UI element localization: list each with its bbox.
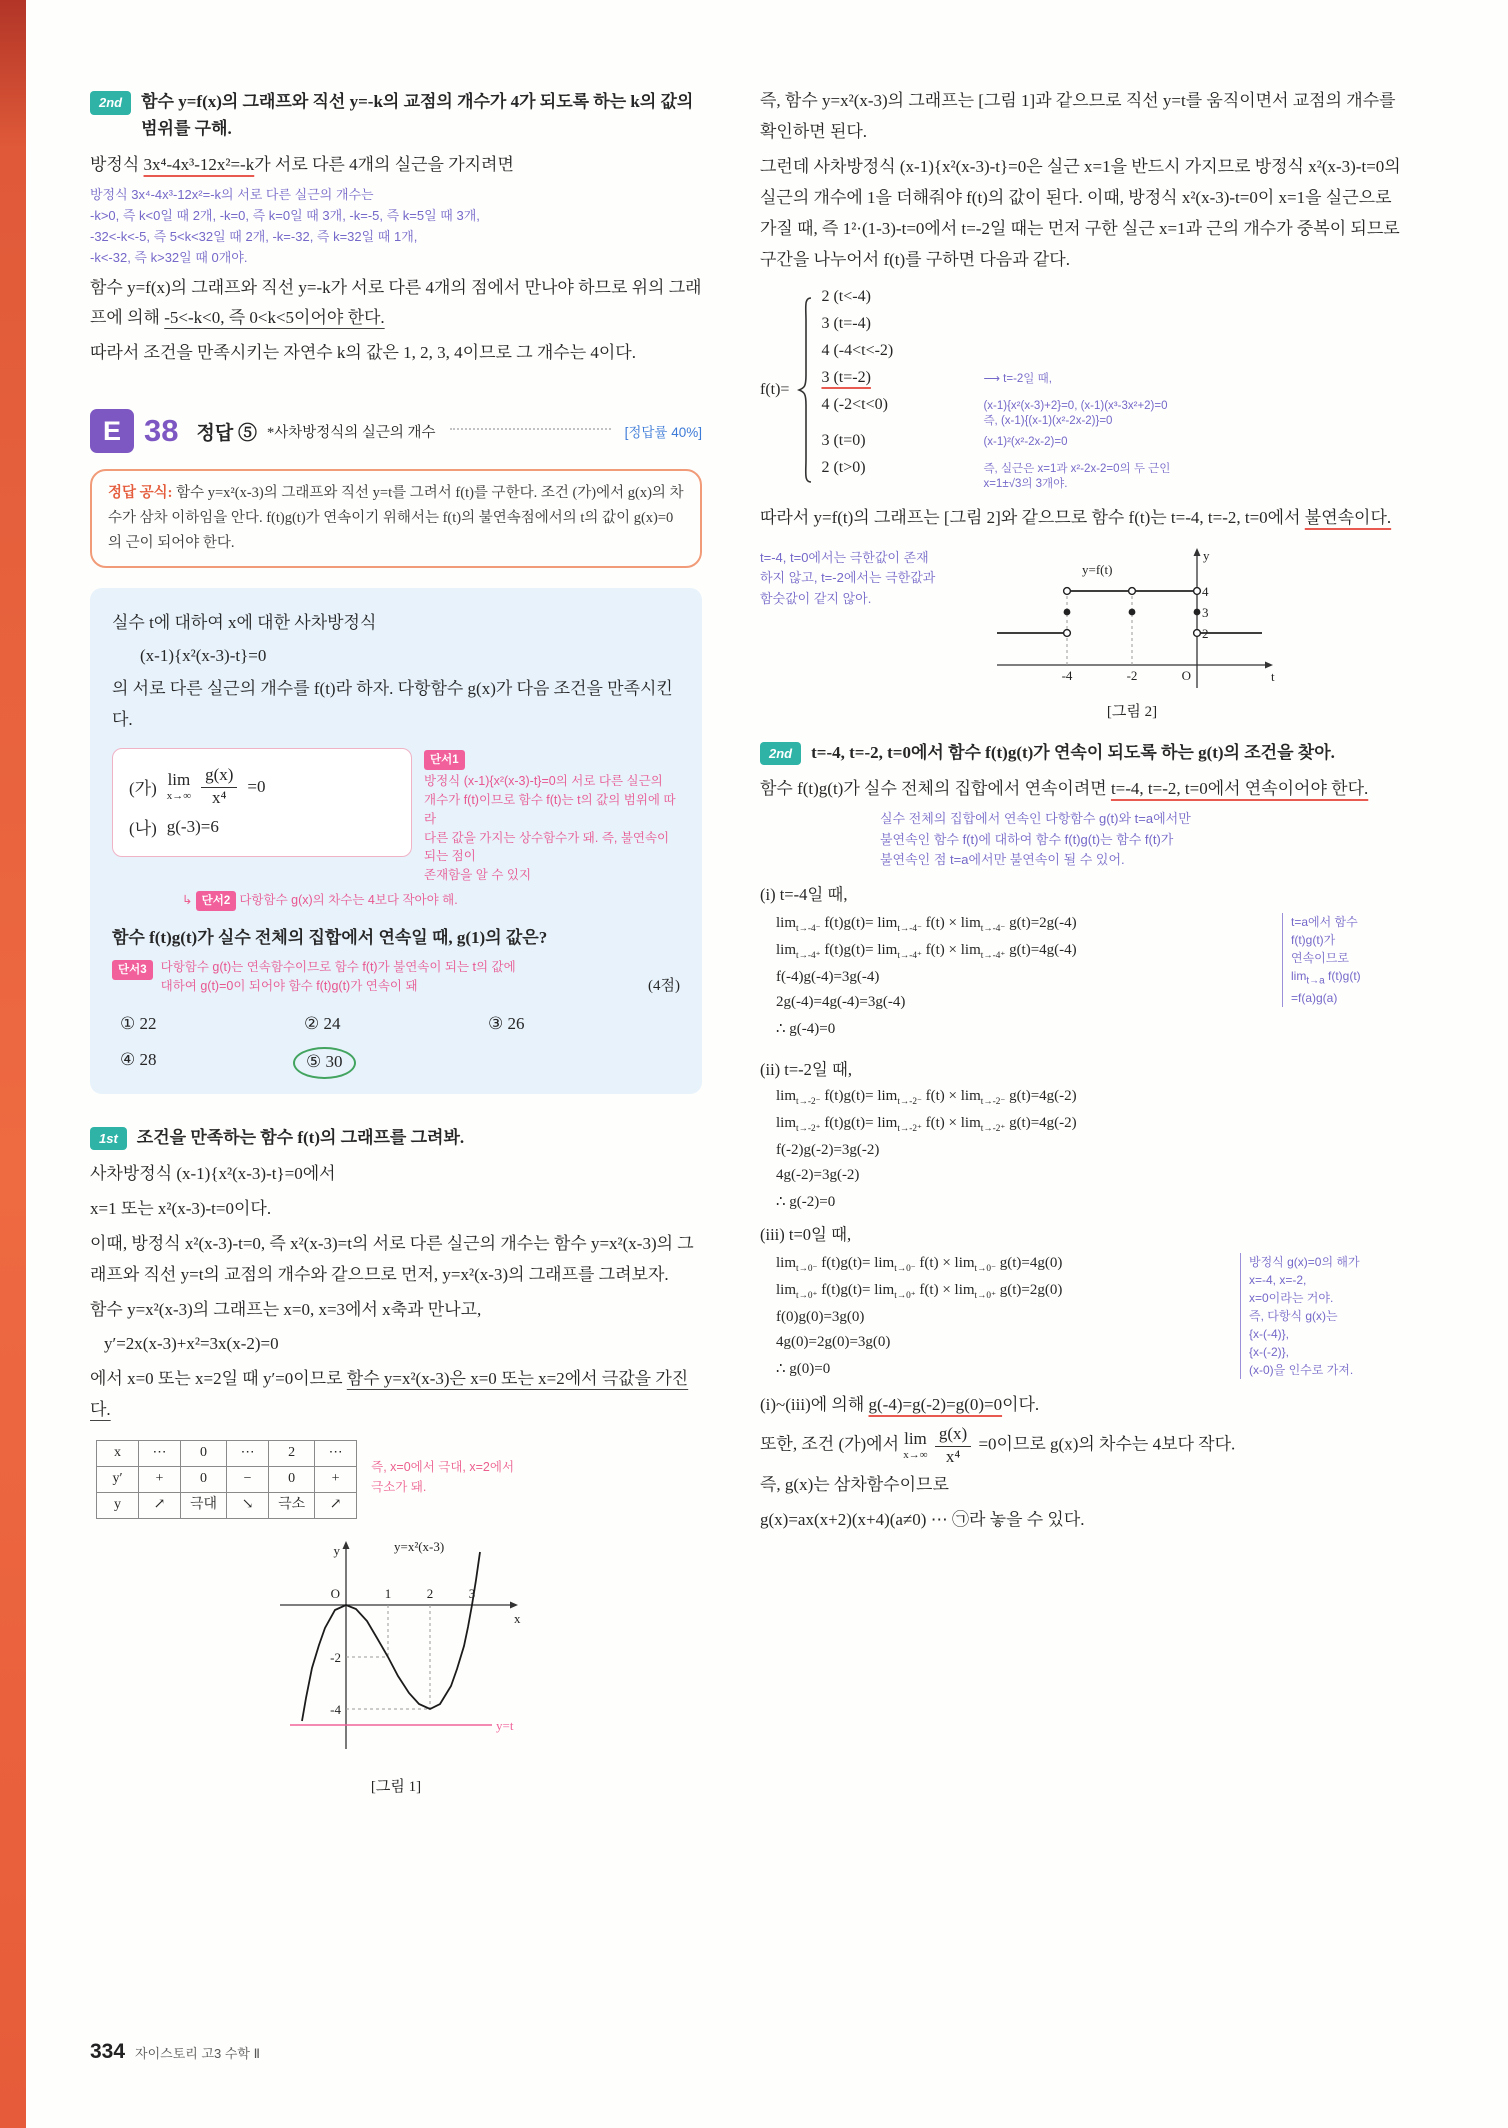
problem-sentence: 실수 t에 대하여 x에 대한 사차방정식: [112, 613, 377, 633]
cell: y: [97, 1493, 139, 1519]
clue1-text: [424, 772, 680, 885]
lim-subscript: x→∞: [166, 790, 192, 803]
origin-label: O: [330, 1585, 340, 1601]
equation: $\lim_{t\to-2^+} f(t)g(t)= \lim_{t\to-2^+} f(t) \times \lim_{t\to-2^+} g(t)=4g(-2)$: [776, 1115, 1077, 1135]
answer-rate: [정답률 40%]: [624, 425, 702, 441]
cell: 극대: [181, 1493, 227, 1519]
piece-annotation: [983, 396, 1167, 430]
figure-2-annotation: [760, 540, 978, 610]
annotation-line: 방정식 g(x)=0의 해가: [1249, 1255, 1360, 1270]
text: 에서 x=0 또는 x=2일 때 y′=0이므로: [90, 1369, 347, 1389]
page-footer: [90, 2040, 260, 2064]
cell: +: [139, 1467, 181, 1493]
piecewise-row: [821, 369, 1170, 394]
annotation-line: 불연속인 함수 f(t)에 대하여 함수 f(t)g(t)는 함수 f(t)가: [880, 831, 1174, 847]
annotation-line: t=a에서 함수: [1291, 915, 1358, 930]
correct-answer-circle: ⑤ 30: [293, 1047, 356, 1079]
piece-annotation: (x-1)²(x²-2x-2)=0: [983, 435, 1068, 448]
annotation-line: 극소가 돼.: [371, 1479, 427, 1494]
clue2-block: [182, 891, 680, 911]
clue-line: 존재함을 알 수 있지: [424, 868, 532, 883]
cell: ↘: [227, 1493, 269, 1519]
figure-1-graph: [246, 1535, 546, 1773]
purple-annotation: [90, 185, 702, 268]
problem-equation: (x-1){x²(x-3)-t}=0: [140, 646, 267, 666]
text: 이다.: [1002, 1395, 1040, 1415]
figure-2-area: [760, 540, 1410, 721]
choice-5: [304, 1050, 488, 1074]
answer-label: 정답 ⑤: [196, 422, 257, 444]
annotation-line: 즉, x=0에서 극대, x=2에서: [371, 1460, 515, 1475]
figure-2-caption: [그림 2]: [1106, 703, 1158, 720]
table-row: [97, 1493, 357, 1519]
text: 함수 f(t)g(t)가 실수 전체의 집합에서 연속이려면: [760, 778, 1111, 798]
paragraph: [760, 774, 1410, 805]
annotation-line: -k<-32, 즉 k>32일 때 0개야.: [90, 249, 248, 265]
piecewise-function: [760, 288, 1410, 493]
paragraph: x=1 또는 x²(x-3)-t=0이다.: [90, 1198, 272, 1218]
clue-line: 방정식 (x-1){x²(x-3)-t}=0의 서로 다른 실근의: [424, 774, 663, 789]
condition-equation: g(-3)=6: [166, 816, 219, 836]
text: 함수 y=f(x)의 그래프와 직선 y=-k가 서로 다른 4개의 점에서 만나야 하므로 위의 그래프에 의해: [90, 277, 702, 328]
case-3: [760, 1221, 1410, 1386]
fraction-denominator: x⁴: [945, 1446, 961, 1466]
problem-box: [90, 588, 702, 1093]
clue-line: 대하여 g(t)=0이 되어야 함수 f(t)g(t)가 연속이 돼: [160, 978, 418, 993]
piece-annotation: [983, 459, 1170, 493]
equation: $\lim_{t\to-4^-} f(t)g(t)= \lim_{t\to-4^-} f(t) \times \lim_{t\to-4^-} g(t)=2g(-4)$: [776, 915, 1077, 935]
text: 또한, 조건 (가)에서: [760, 1434, 904, 1454]
page-spine-strip: [0, 0, 26, 2128]
clue2-badge: 단서2: [196, 891, 237, 911]
points-label: (4점): [648, 978, 680, 995]
piecewise-row: [821, 342, 1170, 367]
cell: 극소: [269, 1493, 315, 1519]
cell: ↗: [315, 1493, 357, 1519]
y-axis-label: y: [1203, 547, 1210, 563]
curve-label: y=x²(x-3): [394, 1538, 445, 1554]
equation: f(-4)g(-4)=3g(-4): [776, 969, 880, 986]
curve-label: y=f(t): [1082, 561, 1113, 577]
annotation-line: x=0이라는 거야.: [1249, 1291, 1334, 1306]
guide-lines: [1067, 595, 1132, 665]
fraction-denominator: x⁴: [212, 787, 227, 807]
formula-text: 함수 y=x²(x-3)의 그래프와 직선 y=t를 그려서 f(t)를 구한다. 조건 (가)에서 g(x)의 차수가 삼차 이하임을 안다. f(t)g(t)가 연속이기 위해서는 f(t)의 불연속점에서의 t의 값이 g(x)=0의 근이 되어야 한다.: [108, 485, 684, 552]
value-4: 4: [1202, 583, 1209, 599]
annotation-line: f(t)g(t)가: [1291, 933, 1336, 948]
annotation-line: 방정식 3x⁴-4x³-12x²=-k의 서로 다른 실근의 개수는: [90, 187, 374, 203]
increase-decrease-area: [90, 1430, 702, 1525]
clue3-text: [161, 958, 516, 996]
paragraph: [90, 1364, 702, 1426]
piecewise-row: [821, 288, 1170, 313]
annotation-line: 즉, 다항식 g(x)는: [1249, 1309, 1338, 1324]
right-column: [760, 86, 1410, 1796]
cell: ↗: [139, 1493, 181, 1519]
step-segments: [997, 587, 1262, 636]
underlined-text: 함수 y=x²(x-3)은 x=0 또는 x=2에서 극값을 가진다.: [90, 1369, 689, 1420]
equals-zero: =0: [247, 776, 266, 796]
lim-word: lim: [167, 770, 191, 790]
equation: 4g(-2)=3g(-2): [776, 1167, 860, 1184]
text: 방정식: [90, 155, 144, 175]
equation: $\lim_{t\to 0^+} f(t)g(t)= \lim_{t\to 0^+} f(t) \times \lim_{t\to 0^+} g(t)=2g(0)$: [776, 1282, 1063, 1302]
line-label-y-equals-t: y=t: [496, 1717, 514, 1733]
annotation-line: =f(a)g(a): [1291, 990, 1338, 1005]
fraction: [935, 1425, 971, 1466]
piecewise-row: [821, 459, 1170, 493]
piece-value: 3 (t=0): [821, 431, 866, 449]
underlined-result: g(-4)=g(-2)=g(0)=0: [868, 1395, 1003, 1415]
table-annotation: [371, 1458, 514, 1497]
paragraph: 이때, 방정식 x²(x-3)-t=0, 즉 x²(x-3)=t의 서로 다른 실근의 개수는 함수 y=x²(x-3)의 그래프와 직선 y=t의 교점의 개수와 같으므로 먼저, y=x²(x-3)의 그래프를 그려보자.: [90, 1233, 694, 1284]
choice-3: ③ 26: [488, 1013, 525, 1033]
section-previous-step2: [90, 88, 702, 369]
tick-minus2: -2: [1126, 667, 1138, 683]
equation-line: y′=2x(x-3)+x²=3x(x-2)=0: [104, 1334, 279, 1354]
piece-value: 4 (-2<t<0): [821, 395, 888, 413]
problem-sentence: 의 서로 다른 실근의 개수를 f(t)라 하자. 다항함수 g(x)가 다음 조건을 만족시킨다.: [112, 679, 673, 729]
step-heading: 조건을 만족하는 함수 f(t)의 그래프를 그려봐.: [136, 1127, 465, 1147]
step-heading: 함수 y=f(x)의 그래프와 직선 y=-k의 교점의 개수가 4가 되도록 하는 k의 값의 범위를 구해.: [141, 92, 694, 139]
equation: 2g(-4)=4g(-4)=3g(-4): [776, 994, 906, 1011]
clue-line: 다항함수 g(t)는 연속함수이므로 함수 f(t)가 불연속이 되는 t의 값에: [160, 960, 516, 975]
text: =0이므로 g(x)의 차수는 4보다 작다.: [978, 1434, 1236, 1454]
section-step1: [90, 1124, 702, 1796]
case-label: (ii) t=-2일 때,: [760, 1060, 853, 1080]
x-axis-label: t: [1271, 668, 1275, 684]
value-3: 3: [1202, 604, 1209, 620]
piece-value: 3 (t=-4): [821, 314, 871, 332]
cell: 0: [181, 1441, 227, 1467]
fraction-numerator: g(x): [935, 1425, 971, 1447]
formula-label: 정답 공식:: [108, 485, 173, 502]
piece-annotation: [983, 369, 1051, 388]
limit-expression: [167, 771, 191, 802]
question-header: [90, 409, 702, 453]
piecewise-row: [821, 432, 1170, 457]
step-badge-2nd: 2nd: [760, 742, 801, 766]
cell: ⋯: [315, 1441, 357, 1467]
case-1-annotation: [1282, 913, 1410, 1006]
text: (i)~(iii)에 의해: [760, 1395, 869, 1415]
tick-3: 3: [468, 1585, 476, 1601]
table-row: [97, 1467, 357, 1493]
condition-na: [129, 814, 395, 839]
piecewise-row: [821, 396, 1170, 430]
case-label: (iii) t=0일 때,: [760, 1225, 852, 1245]
x-axis-label: x: [514, 1610, 521, 1626]
annotation-line: $\lim_{t\to a} f(t)g(t)$: [1291, 969, 1361, 987]
equation: $\lim_{t\to 0^-} f(t)g(t)= \lim_{t\to 0^-} f(t) \times \lim_{t\to 0^-} g(t)=4g(0)$: [776, 1255, 1063, 1275]
annotation-line: 불연속인 점 t=a에서만 불연속이 될 수 있어.: [880, 852, 1125, 868]
paragraph: 따라서 조건을 만족시키는 자연수 k의 값은 1, 2, 3, 4이므로 그 개수는 4이다.: [90, 343, 636, 363]
cell: x: [97, 1441, 139, 1467]
choice-2: ② 24: [304, 1013, 341, 1033]
page-content: [90, 86, 1410, 1796]
annotation-line: -k>0, 즉 k<0일 때 2개, -k=0, 즉 k=0일 때 3개, -k=-5, 즉 k=5일 때 3개,: [90, 208, 480, 224]
value-2: 2: [1202, 625, 1209, 641]
cell: ⋯: [227, 1441, 269, 1467]
step-heading: t=-4, t=-2, t=0에서 함수 f(t)g(t)가 연속이 되도록 하는 g(t)의 조건을 찾아.: [811, 742, 1335, 762]
case-equations: [760, 1247, 1232, 1386]
page-number: 334: [90, 2040, 126, 2063]
step-badge-1st: 1st: [90, 1127, 127, 1151]
piece-value-underlined: 3 (t=-2): [821, 368, 871, 386]
figure-1: [90, 1535, 702, 1796]
clue-line: 다른 값을 가지는 상수함수가 돼. 즉, 불연속이 되는 점이: [424, 830, 670, 864]
underlined-text: -5<-k<0, 즉 0<k<5이어야 한다.: [164, 308, 385, 328]
underlined-text: t=-4, t=-2, t=0에서 연속이어야 한다.: [1110, 778, 1369, 798]
fraction-numerator: g(x): [201, 766, 237, 788]
cell: ⋯: [139, 1441, 181, 1467]
book-title: 자이스토리 고3 수학 Ⅱ: [135, 2046, 260, 2061]
tick-1: 1: [384, 1585, 392, 1601]
dotted-leader: [450, 428, 611, 430]
cubic-curve: [302, 1552, 480, 1721]
conclusion: [760, 1390, 1410, 1421]
annotation-line: (x-0)을 인수로 가져.: [1249, 1363, 1354, 1378]
case-equations: [760, 1088, 1410, 1211]
text: 따라서 y=f(t)의 그래프는 [그림 2]와 같으므로 함수 f(t)는 t=-4, t=-2, t=0에서: [760, 507, 1305, 527]
paragraph: 사차방정식 (x-1){x²(x-3)-t}=0에서: [90, 1163, 336, 1183]
paragraph: 즉, 함수 y=x²(x-3)의 그래프는 [그림 1]과 같으므로 직선 y=t를 움직이면서 교점의 개수를 확인하면 된다.: [760, 91, 1396, 141]
choice-1: ① 22: [120, 1013, 157, 1033]
clue3-block: [112, 958, 680, 996]
paragraph: [760, 503, 1410, 534]
annotation-line: 실수 전체의 집합에서 연속인 다항함수 g(t)와 t=a에서만: [880, 810, 1191, 826]
annotation-line: 함숫값이 같지 않아.: [760, 591, 872, 607]
origin-label: O: [1181, 667, 1191, 683]
paragraph: [90, 273, 702, 335]
cell: 0: [181, 1467, 227, 1493]
hook-arrow-icon: ↳: [182, 892, 193, 907]
cell: +: [315, 1467, 357, 1493]
increase-decrease-table: [96, 1440, 357, 1519]
curly-brace: [797, 295, 813, 485]
clue3-badge: 단서3: [112, 960, 153, 980]
table-row: [97, 1441, 357, 1467]
equation: $\lim_{t\to-4^+} f(t)g(t)= \lim_{t\to-4^+} f(t) \times \lim_{t\to-4^+} g(t)=4g(-4)$: [776, 942, 1077, 962]
y-axis-label: y: [333, 1542, 340, 1558]
case-1: [760, 881, 1410, 1046]
equation: $\lim_{t\to-2^-} f(t)g(t)= \lim_{t\to-2^-} f(t) \times \lim_{t\to-2^-} g(t)=4g(-2)$: [776, 1088, 1077, 1108]
paragraph: [90, 150, 702, 181]
tick-minus4: -4: [1061, 667, 1073, 683]
figure-2-graph: [982, 540, 1282, 698]
clue2-text: 다항함수 g(x)의 차수는 4보다 작아야 해.: [239, 892, 458, 907]
underlined-text: 불연속이다.: [1304, 507, 1392, 527]
clue1-block: [424, 748, 680, 885]
purple-annotation: [880, 809, 1410, 871]
cell: y′: [97, 1467, 139, 1493]
left-column: [90, 86, 702, 1796]
case-equations: [760, 907, 1274, 1046]
case-3-annotation: [1240, 1253, 1410, 1379]
annotation-line: 연속이므로: [1291, 951, 1349, 966]
fraction: [201, 766, 237, 807]
condition-ga: [129, 766, 395, 807]
piece-value: 2 (t<-4): [821, 287, 871, 305]
tick-2: 2: [426, 1585, 434, 1601]
question-number: 38: [144, 413, 179, 449]
piecewise-lhs: f(t)=: [760, 381, 790, 399]
choice-4: ④ 28: [120, 1049, 157, 1069]
annotation-line: (x-1){x²(x-3)+2}=0, (x-1)(x³-3x²+2)=0: [983, 399, 1168, 412]
annotation-line: {x-(-2)},: [1249, 1345, 1290, 1360]
equation: ∴ g(-2)=0: [776, 1194, 836, 1211]
annotation-line: -32<-k<-5, 즉 5<k<32일 때 2개, -k=-32, 즉 k=32일 때 1개,: [90, 228, 418, 244]
figure-2: [982, 540, 1282, 721]
piece-value: 4 (-4<t<-2): [821, 341, 894, 359]
annotation-line: 하지 않고, t=-2에서는 극한값과: [760, 570, 936, 586]
equation: f(-2)g(-2)=3g(-2): [776, 1142, 880, 1159]
cell: −: [227, 1467, 269, 1493]
conclusion: g(x)=ax(x+2)(x+4)(a≠0) ⋯ ㉠라 놓을 수 있다.: [760, 1510, 1085, 1530]
conditions-area: [112, 748, 680, 885]
annotation-line: 즉, 실근은 x=1과 x²-2x-2=0의 두 근인: [983, 462, 1171, 475]
text: 가 서로 다른 4개의 실근을 가지려면: [254, 155, 514, 175]
annotation-line: x=-4, x=-2,: [1249, 1273, 1307, 1288]
equation: ∴ g(-4)=0: [776, 1021, 836, 1038]
annotation-line: t=-4, t=0에서는 극한값이 존재: [760, 549, 929, 565]
answer-choices: [120, 1014, 672, 1074]
tick-minus2: -2: [330, 1649, 341, 1665]
piecewise-rows: [821, 288, 1170, 493]
figure-1-caption: [그림 1]: [370, 1778, 422, 1795]
underlined-equation: 3x⁴-4x³-12x²=-k: [143, 155, 255, 175]
lim-word: lim: [904, 1429, 927, 1449]
equation: ∴ g(0)=0: [776, 1361, 831, 1378]
cell: 2: [269, 1441, 315, 1467]
clue-line: 개수가 f(t)이므로 함수 f(t)는 t의 값의 범위에 따라: [424, 793, 676, 826]
topic-label: *사차방정식의 실근의 개수: [266, 424, 436, 441]
conditions-box: [112, 748, 412, 857]
section-step2: [760, 739, 1410, 1537]
annotation-line: {x-(-4)},: [1249, 1327, 1290, 1342]
answer-formula-box: [90, 469, 702, 568]
question-text: 함수 f(t)g(t)가 실수 전체의 집합에서 연속일 때, g(1)의 값은?: [112, 928, 548, 948]
piecewise-row: [821, 315, 1170, 340]
step-badge-2nd: 2nd: [90, 91, 131, 115]
limit-expression: [903, 1430, 927, 1461]
axes: [997, 548, 1273, 688]
annotation-line: 즉, (x-1){(x-1)(x²-2x-2)}=0: [983, 415, 1113, 428]
cell: 0: [269, 1467, 315, 1493]
paragraph: 함수 y=x²(x-3)의 그래프는 x=0, x=3에서 x축과 만나고,: [90, 1299, 482, 1319]
clue1-badge: 단서1: [424, 750, 465, 770]
arrow-icon: ⟶: [983, 372, 1000, 385]
axes: [280, 1538, 518, 1749]
conclusion: 즉, g(x)는 삼차함수이므로: [760, 1475, 949, 1495]
conclusion: [760, 1425, 1410, 1466]
case-2: [760, 1056, 1410, 1211]
difficulty-badge-E: E: [90, 409, 134, 453]
condition-label: (가): [129, 779, 157, 799]
case-label: (i) t=-4일 때,: [760, 885, 848, 905]
condition-label: (나): [129, 819, 157, 839]
piece-value: 2 (t>0): [821, 458, 866, 476]
lim-subscript: x→∞: [903, 1449, 928, 1462]
annotation-line: x=1±√3의 3개야.: [983, 478, 1068, 491]
paragraph: 그런데 사차방정식 (x-1){x²(x-3)-t}=0은 실근 x=1을 반드시 가지므로 방정식 x²(x-3)-t=0의 실근의 개수에 1을 더해줘야 f(t)의 값이 된다. 이때, 방정식 x²(x-3)-t=0이 x=1을 실근으로 가질 때, 즉 1²·(1-3)-t=0에서 t=-2일 때는 먼저 구한 실근 x=1과 근의 개수가 중복이 되므로 구간을 나누어서 f(t)를 구하면 다음과 같다.: [760, 156, 1401, 269]
annotation-text: t=-2일 때,: [1003, 372, 1052, 385]
tick-minus4: -4: [330, 1701, 341, 1717]
equation: f(0)g(0)=3g(0): [776, 1309, 865, 1326]
equation: 4g(0)=2g(0)=3g(0): [776, 1334, 891, 1351]
